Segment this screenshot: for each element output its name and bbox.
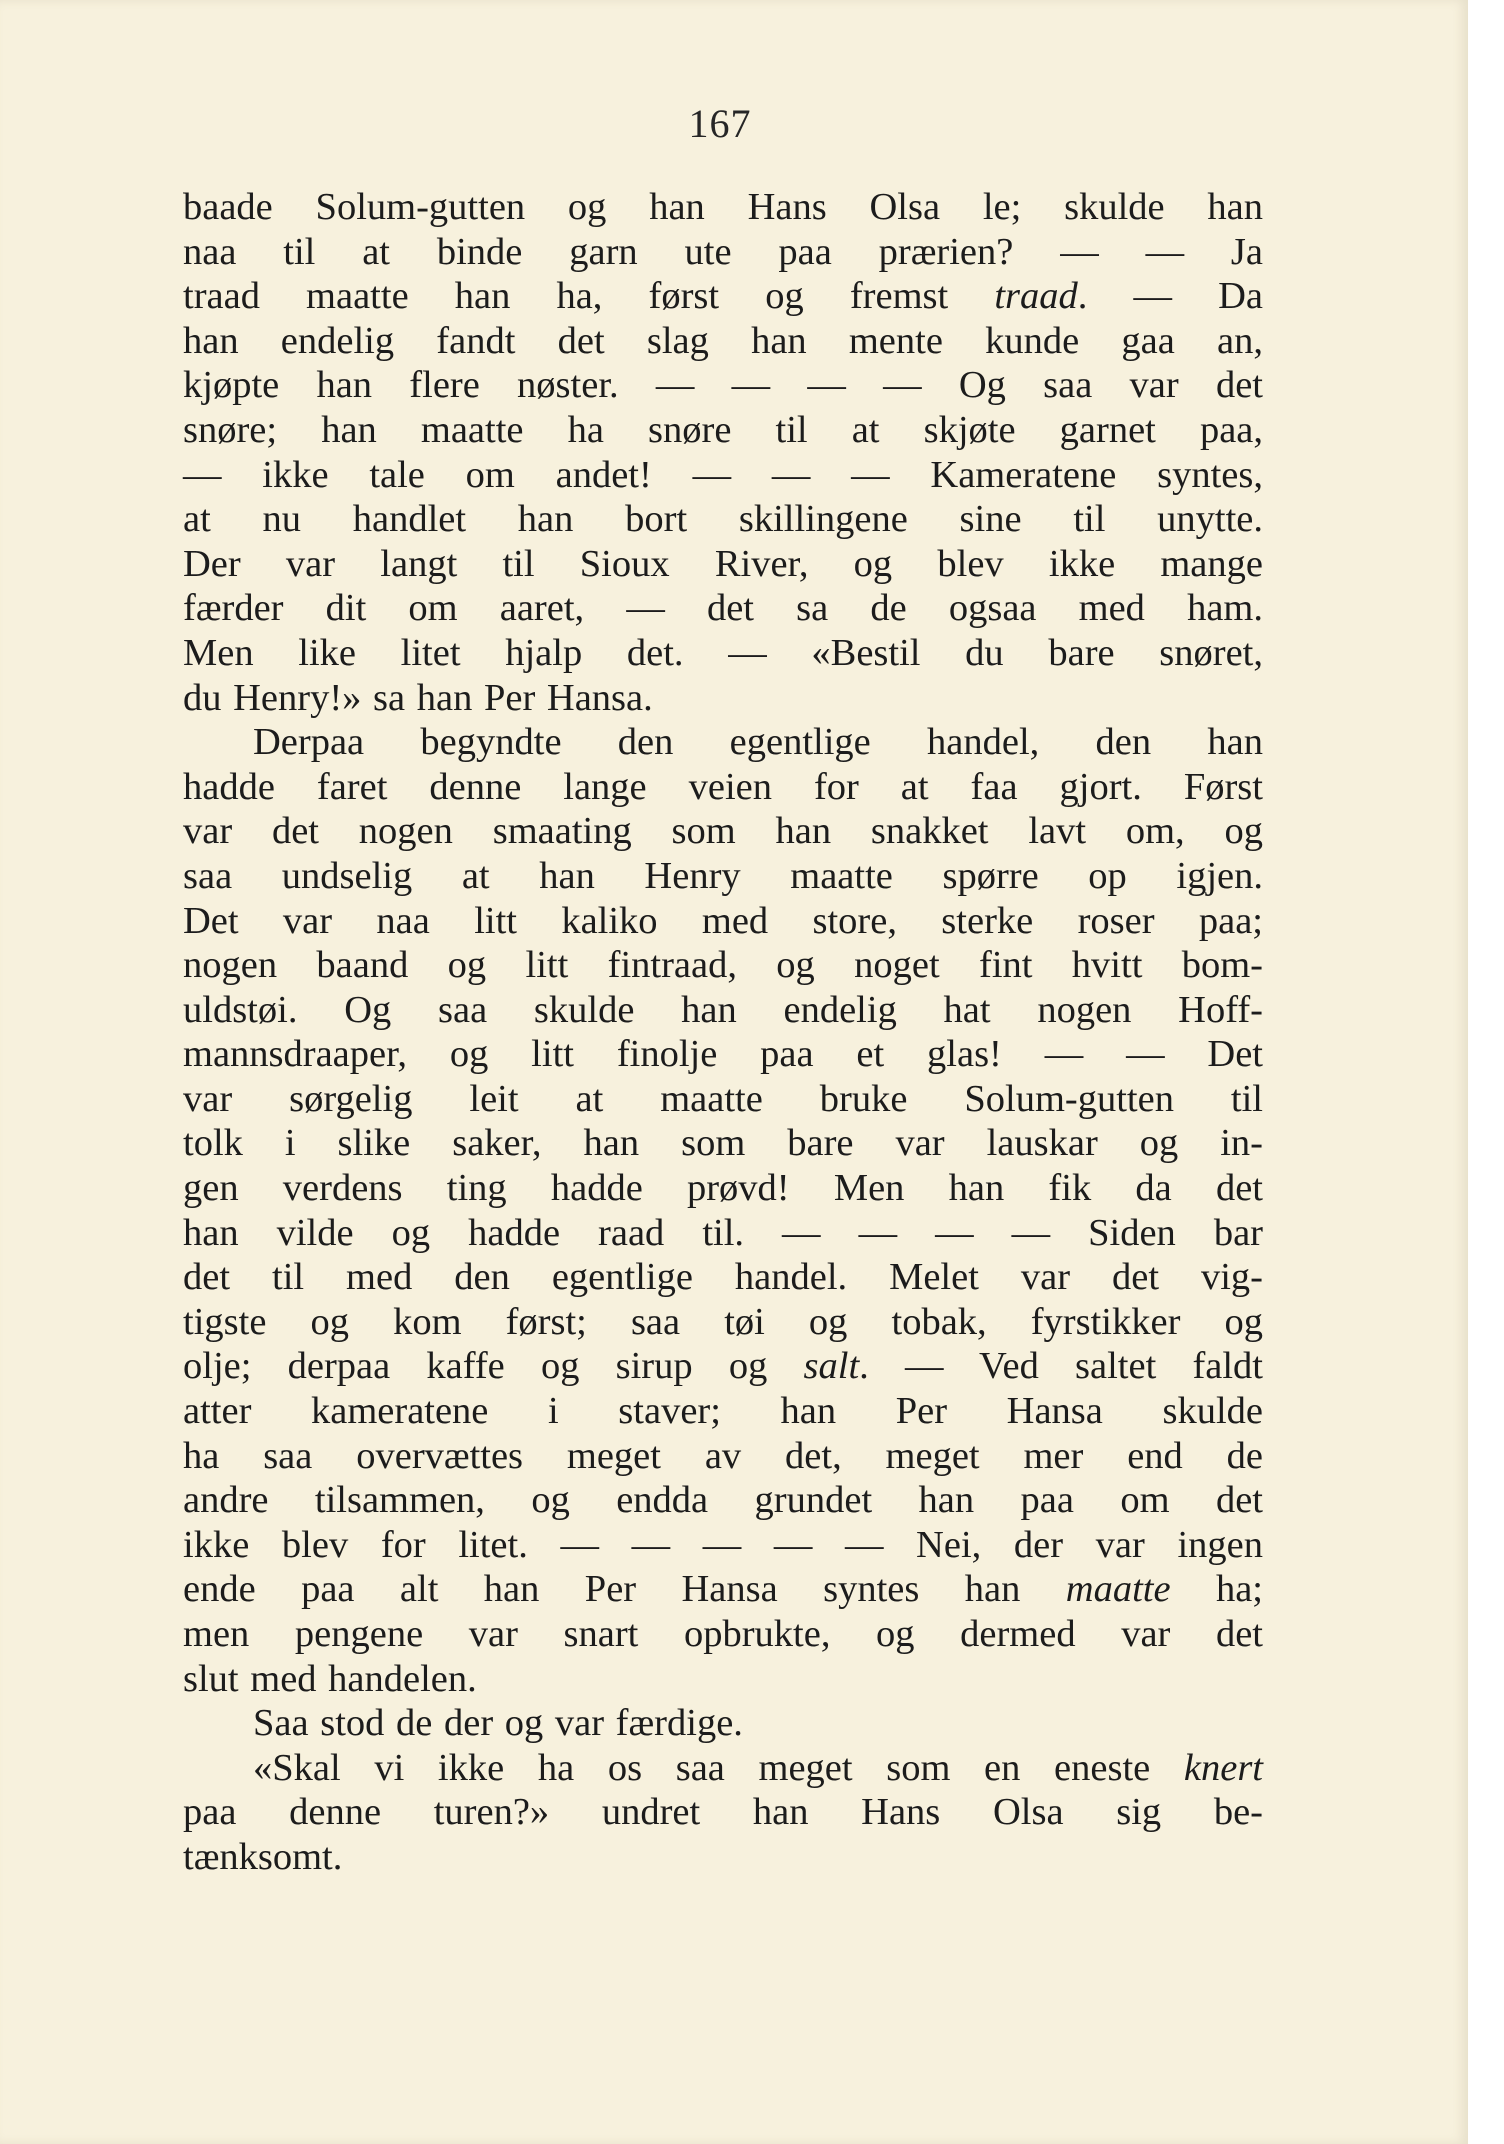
text-line: færder dit om aaret, — det sa de ogsaa med ham. xyxy=(183,587,1263,630)
text-segment: ha; xyxy=(1170,1568,1263,1611)
text-line: slut med handelen. xyxy=(183,1657,477,1700)
text-line: andre tilsammen, og endda grundet han paa om det xyxy=(183,1479,1263,1522)
text-line: var sørgelig leit at maatte bruke Solum-gutten til xyxy=(183,1077,1263,1120)
text-line: kjøpte han flere nøster. — — — — Og saa var det xyxy=(183,364,1263,407)
text-segment: «Skal vi ikke ha os saa meget som en eneste xyxy=(253,1746,1184,1789)
text-line: nogen baand og litt fintraad, og noget fint hvitt bom- xyxy=(183,944,1263,987)
text-line: tænksomt. xyxy=(183,1835,343,1878)
text-line: saa undselig at han Henry maatte spørre op igjen. xyxy=(183,854,1263,897)
text-line: uldstøi. Og saa skulde han endelig hat nogen Hoff- xyxy=(183,988,1263,1031)
text-line: snøre; han maatte ha snøre til at skjøte garnet paa, xyxy=(183,408,1263,451)
text-line xyxy=(183,1567,1263,1612)
text-line: det til med den egentlige handel. Melet var det vig- xyxy=(183,1256,1263,1299)
body-text xyxy=(183,185,1263,1880)
text-line: — ikke tale om andet! — — — Kameratene syntes, xyxy=(183,453,1263,496)
text-line: tigste og kom først; saa tøi og tobak, fyrstikker og xyxy=(183,1300,1263,1343)
text-line xyxy=(183,1344,1263,1389)
text-line xyxy=(183,1746,1263,1791)
text-line: naa til at binde garn ute paa prærien? — — Ja xyxy=(183,230,1263,273)
text-line: at nu handlet han bort skillingene sine til unytte. xyxy=(183,498,1263,541)
text-line: paa denne turen?» undret han Hans Olsa sig be- xyxy=(183,1791,1263,1834)
text-line: var det nogen smaating som han snakket lavt om, og xyxy=(183,810,1263,853)
text-line: gen verdens ting hadde prøvd! Men han fik da det xyxy=(183,1167,1263,1210)
text-line: han endelig fandt det slag han mente kunde gaa an, xyxy=(183,319,1263,362)
text-line: mannsdraaper, og litt finolje paa et glas! — — Det xyxy=(183,1033,1263,1076)
text-line: han vilde og hadde raad til. — — — — Siden bar xyxy=(183,1211,1263,1254)
text-line: baade Solum-gutten og han Hans Olsa le; skulde han xyxy=(183,186,1263,228)
text-line: hadde faret denne lange veien for at faa gjort. Først xyxy=(183,765,1263,808)
text-line: ha saa overvættes meget av det, meget mer end de xyxy=(183,1434,1263,1477)
text-line xyxy=(183,274,1263,319)
italic-word: salt xyxy=(803,1345,860,1388)
text-line: Det var naa litt kaliko med store, sterke roser paa; xyxy=(183,899,1263,942)
text-line: Saa stod de der og var færdige. xyxy=(253,1702,743,1745)
scan-margin xyxy=(1468,0,1504,2144)
text-segment: . — Da xyxy=(1077,275,1263,318)
text-line: Derpaa begyndte den egentlige handel, den han xyxy=(253,721,1263,764)
text-segment: olje; derpaa kaffe og sirup og xyxy=(183,1345,804,1388)
text-line: atter kameratene i staver; han Per Hansa skulde xyxy=(183,1390,1263,1433)
text-segment: traad maatte han ha, først og fremst xyxy=(183,275,995,318)
text-line: ikke blev for litet. — — — — — Nei, der var ingen xyxy=(183,1523,1263,1566)
text-segment: ende paa alt han Per Hansa syntes han xyxy=(183,1568,1066,1611)
text-line: du Henry!» sa han Per Hansa. xyxy=(183,676,653,719)
page-number: 167 xyxy=(688,101,752,146)
text-segment: . — Ved saltet faldt xyxy=(859,1345,1264,1388)
text-line: tolk i slike saker, han som bare var lauskar og in- xyxy=(183,1122,1263,1165)
text-line: Der var langt til Sioux River, og blev ikke mange xyxy=(183,542,1263,585)
italic-word: traad xyxy=(994,275,1078,318)
text-line: men pengene var snart opbrukte, og dermed var det xyxy=(183,1613,1263,1655)
text-line: Men like litet hjalp det. — «Bestil du bare snøret, xyxy=(183,631,1263,674)
italic-word: knert xyxy=(1183,1746,1263,1789)
italic-word: maatte xyxy=(1065,1568,1171,1611)
